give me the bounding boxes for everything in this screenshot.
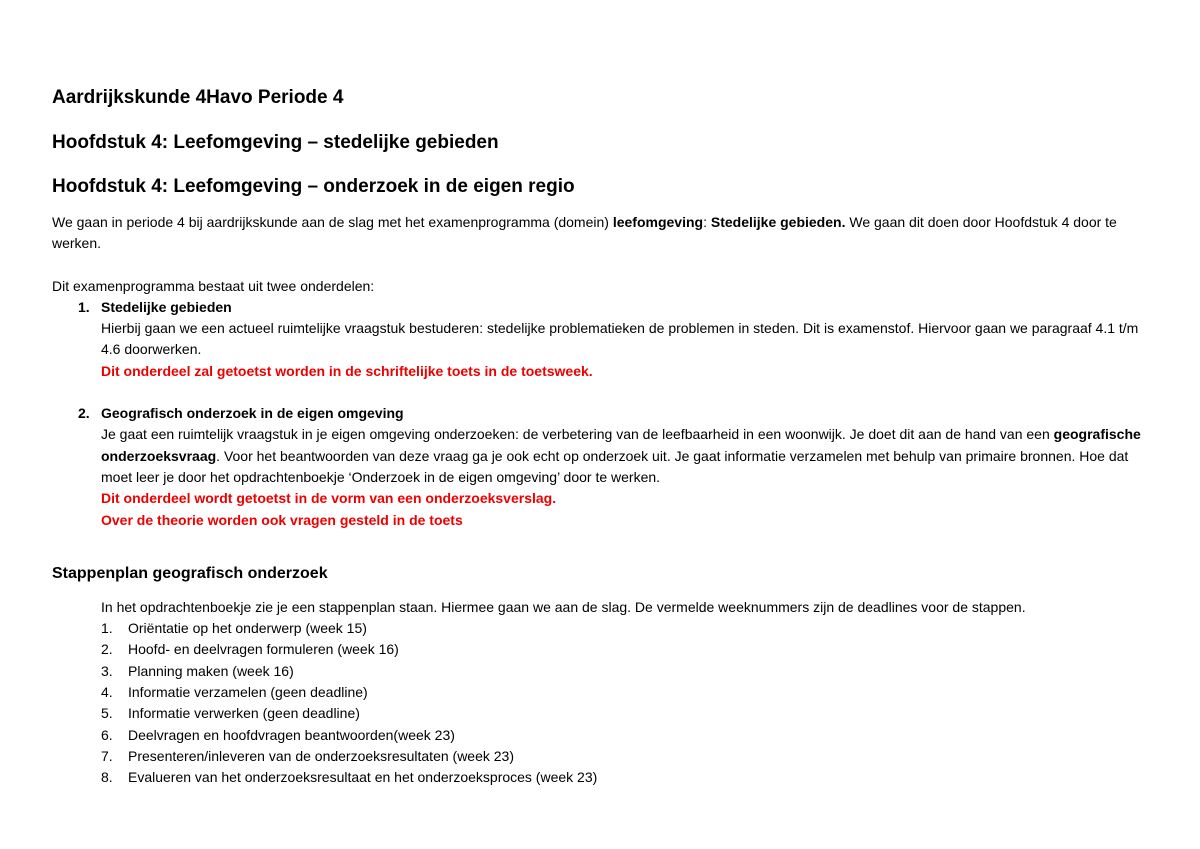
step-text: Hoofd- en deelvragen formuleren (week 16): [128, 641, 399, 658]
list-number: 1.: [78, 298, 90, 315]
list-item: [52, 639, 1152, 660]
part-text: [101, 424, 1152, 488]
part-note-red: Dit onderdeel zal getoetst worden in de schriftelijke toets in de toetsweek.: [101, 362, 593, 379]
steps-intro: In het opdrachtenboekje zie je een stappenplan staan. Hiermee gaan we aan de slag. De vermelde weeknummers zijn de deadlines voor de stappen.: [101, 598, 1026, 615]
list-item: [52, 725, 1152, 746]
list-number: 2.: [101, 641, 113, 658]
intro-text-1: We gaan in periode 4 bij aardrijkskunde aan de slag met het examenprogramma (domein): [52, 214, 613, 230]
list-number: 6.: [101, 726, 113, 743]
program-intro: Dit examenprogramma bestaat uit twee onderdelen:: [52, 277, 375, 294]
list-item: [52, 403, 1152, 531]
document-title: Aardrijkskunde 4Havo Periode 4: [52, 87, 344, 108]
step-text: Informatie verzamelen (geen deadline): [128, 684, 368, 701]
step-text: Presenteren/inleveren van de onderzoeksresultaten (week 23): [128, 747, 515, 764]
list-item: [52, 618, 1152, 639]
intro-bold-2: Stedelijke gebieden.: [710, 214, 846, 230]
steps-list: [52, 618, 1152, 788]
part-text: Hierbij gaan we een actueel ruimtelijke vraagstuk bestuderen: stedelijke problematieken de problemen in steden. Dit is examenstof. Hiervoor gaan we paragraaf 4.1 t/m 4.6 doorwerken.: [101, 320, 1139, 358]
intro-bold-1: leefomgeving: [612, 214, 704, 230]
step-text: Informatie verwerken (geen deadline): [128, 705, 360, 722]
part-note-red-2: Over de theorie worden ook vragen gesteld in de toets: [101, 511, 463, 528]
part-text-b: . Voor het beantwoorden van deze vraag ga je ook echt op onderzoek uit. Je gaat informatie verzamelen met behulp van primaire bronnen. Hoe dat moet leer je door het opdrachtenboekje ‘Onderzoek in de eigen omgeving’ door te werken.: [101, 447, 1129, 485]
intro-paragraph: [52, 212, 1152, 255]
list-item: [52, 682, 1152, 703]
list-item: [52, 767, 1152, 788]
list-number: 3.: [101, 662, 113, 679]
list-number: 7.: [101, 747, 113, 764]
list-number: 8.: [101, 769, 113, 786]
list-item: [52, 703, 1152, 724]
step-text: Planning maken (week 16): [128, 662, 294, 679]
document-page: [52, 86, 1152, 789]
chapter-heading-urban: Hoofdstuk 4: Leefomgeving – stedelijke gebieden: [52, 132, 499, 153]
list-item: [52, 297, 1152, 382]
list-item: [52, 746, 1152, 767]
part-title: Geografisch onderzoek in de eigen omgeving: [101, 405, 404, 422]
part-title: Stedelijke gebieden: [101, 298, 232, 315]
list-number: 1.: [101, 620, 113, 637]
parts-list: [52, 297, 1152, 531]
step-text: Deelvragen en hoofdvragen beantwoorden(week 23): [128, 726, 455, 743]
step-text: Evalueren van het onderzoeksresultaat en het onderzoeksproces (week 23): [128, 769, 598, 786]
steps-heading: Stappenplan geografisch onderzoek: [52, 564, 328, 582]
step-text: Oriëntatie op het onderwerp (week 15): [128, 620, 367, 637]
list-number: 5.: [101, 705, 113, 722]
list-number: 4.: [101, 684, 113, 701]
part-note-red: Dit onderdeel wordt getoetst in de vorm van een onderzoeksverslag.: [101, 490, 557, 507]
list-item: [52, 661, 1152, 682]
intro-text-3: We gaan dit doen door Hoofdstuk 4 door te werken.: [52, 214, 1117, 252]
chapter-heading-research: Hoofdstuk 4: Leefomgeving – onderzoek in de eigen regio: [52, 176, 575, 197]
intro-text-2: :: [703, 214, 711, 230]
part-text-bold: geografische onderzoeksvraag: [101, 426, 1141, 464]
part-text-a: Je gaat een ruimtelijk vraagstuk in je eigen omgeving onderzoeken: de verbetering van de leefbaarheid in een woonwijk. Je doet dit aan de hand van een: [101, 426, 1054, 443]
list-number: 2.: [78, 405, 90, 422]
